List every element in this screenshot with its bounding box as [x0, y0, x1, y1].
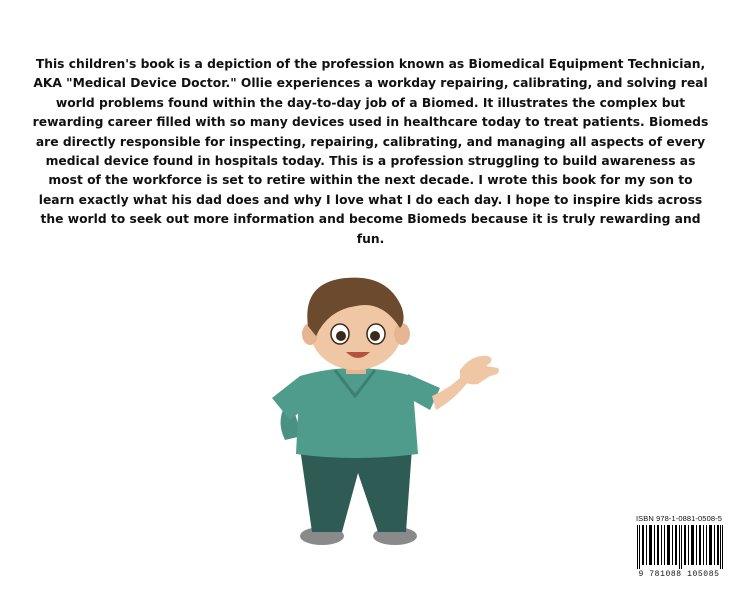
book-description: This children's book is a depiction of the profession known as Biomedical Equipment Technician, AKA "Medical Device Doctor." Ollie experiences a workday repairing, calibrating, and solving real world problems found within the day-to-day job of a Biomed. It illustrates the complex but rewarding career filled with so many devices used in healthcare today to treat patients. Biomeds are directly responsible for inspecting, repairing, calibrating, and managing all aspects of every medical device found in hospitals today. This is a profession struggling to build awareness as most of the workforce is set to retire within the next decade. I wrote this book for my son to learn exactly what his dad does and why I love what I do each day. I hope to inspire kids across the world to seek out more information and become Biomeds because it is truly rewarding and fun.	[32, 57, 709, 246]
isbn-label: ISBN 978-1-0881-0508-5	[635, 514, 722, 523]
barcode-icon	[637, 525, 723, 569]
biomed-boy-illustration	[150, 248, 590, 552]
open-hand	[460, 356, 499, 385]
isbn-barcode-block	[629, 512, 729, 584]
pants	[300, 448, 412, 532]
scrub-shirt	[296, 368, 418, 458]
barcode-digits: 9 781088 105085	[638, 570, 720, 579]
